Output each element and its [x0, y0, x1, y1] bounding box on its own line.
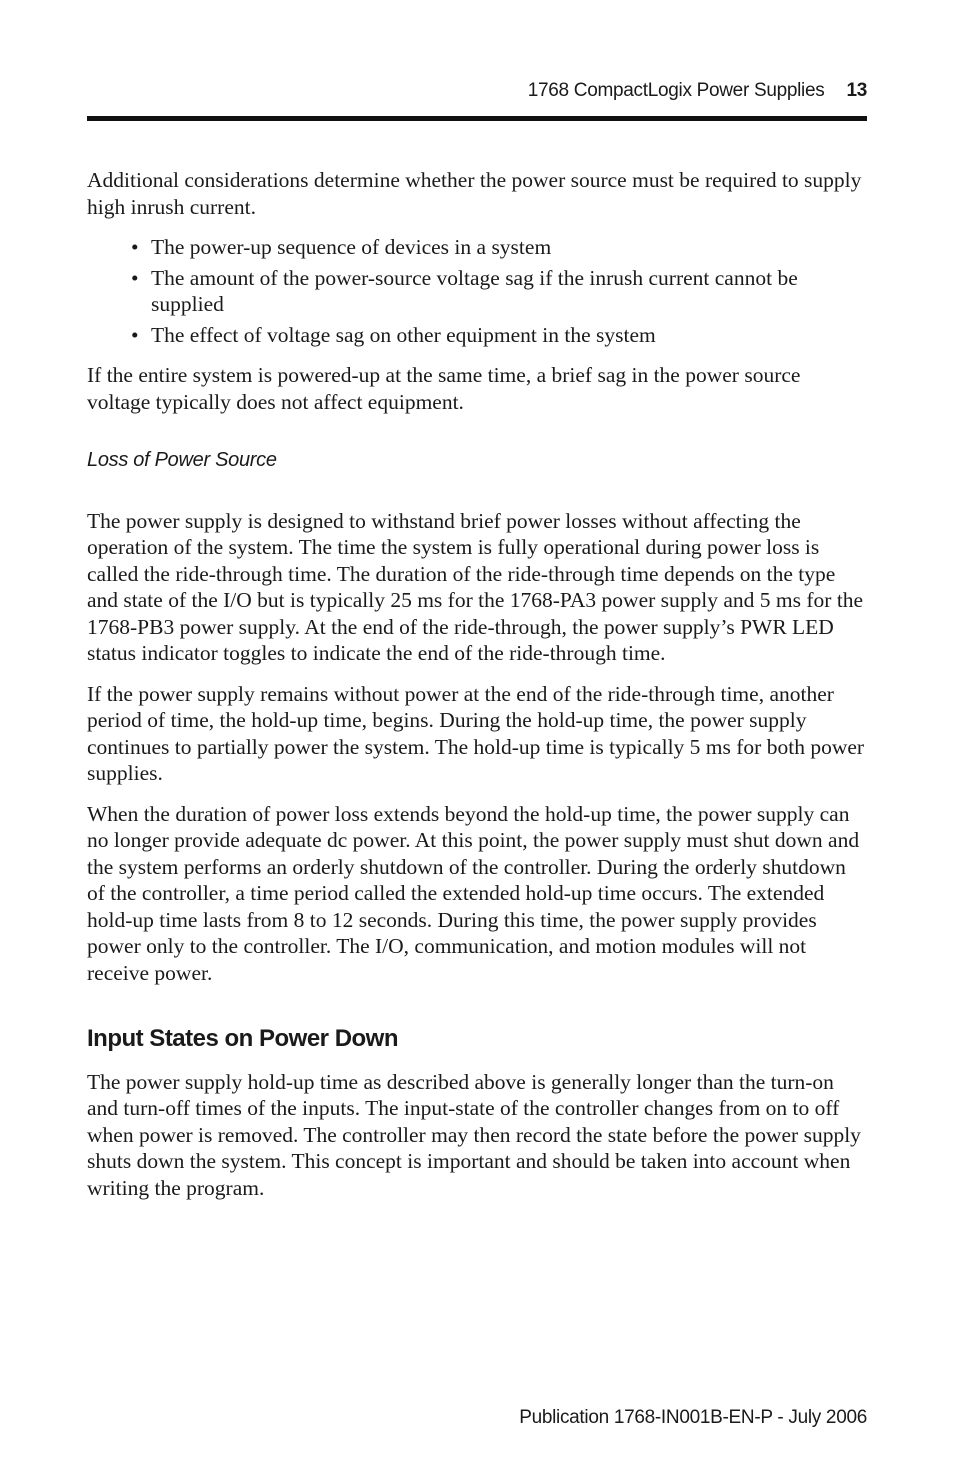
header-rule	[87, 116, 867, 121]
list-item-text: The power-up sequence of devices in a system	[151, 235, 552, 259]
list-item	[127, 322, 867, 349]
page-number: 13	[846, 80, 867, 101]
consideration-list	[87, 234, 867, 348]
intro-paragraph: Additional considerations determine whether the power source must be required to supply high inrush current.	[87, 168, 862, 219]
ride-through-paragraph: The power supply is designed to withstand brief power losses without affecting the operation of the system. The time the system is fully operational during power loss is called the ride-through time. The duration of the ride-through time depends on the type and state of the I/O but is typically 25 ms for the 1768-PA3 power supply and 5 ms for the 1768-PB3 power supply. At the end of the ride-through, the power supply’s PWR LED status indicator toggles to indicate the end of the ride-through time.	[87, 508, 864, 665]
list-item	[127, 265, 867, 318]
input-states-heading: Input States on Power Down	[87, 1025, 399, 1052]
publication-footer: Publication 1768-IN001B-EN-P - July 2006	[519, 1407, 867, 1428]
running-header	[87, 80, 867, 110]
bullet-icon: •	[131, 235, 139, 259]
loss-of-power-heading: Loss of Power Source	[87, 449, 277, 471]
bullet-icon: •	[131, 322, 139, 347]
input-states-paragraph: The power supply hold-up time as described above is generally longer than the turn-on and turn-off times of the inputs. The input-state of the controller changes from on to off when power is removed. The controller may then record the state before the power supply shuts down the system. This concept is important and should be taken into account when writing the program.	[87, 1069, 861, 1200]
list-item	[127, 234, 867, 261]
bullet-icon: •	[131, 265, 139, 290]
list-item-text: The amount of the power-source voltage sag if the inrush current cannot be supplied	[151, 265, 798, 316]
extended-hold-up-paragraph: When the duration of power loss extends beyond the hold-up time, the power supply can no longer provide adequate dc power. At this point, the power supply must shut down and the system performs an orderly shutdown of the controller. During the orderly shutdown of the controller, a time period called the extended hold-up time occurs. The extended hold-up time lasts from 8 to 12 seconds. During this time, the power supply provides power only to the controller. The I/O, communication, and motion modules will not receive power.	[87, 801, 860, 985]
header-title: 1768 CompactLogix Power Supplies	[527, 80, 825, 101]
hold-up-paragraph: If the power supply remains without power at the end of the ride-through time, another period of time, the hold-up time, begins. During the hold-up time, the power supply continues to partially power the system. The hold-up time is typically 5 ms for both power supplies.	[87, 681, 865, 785]
list-item-text: The effect of voltage sag on other equipment in the system	[151, 322, 656, 347]
entire-system-paragraph: If the entire system is powered-up at the same time, a brief sag in the power source voltage typically does not affect equipment.	[87, 363, 801, 414]
document-body	[87, 167, 867, 1215]
